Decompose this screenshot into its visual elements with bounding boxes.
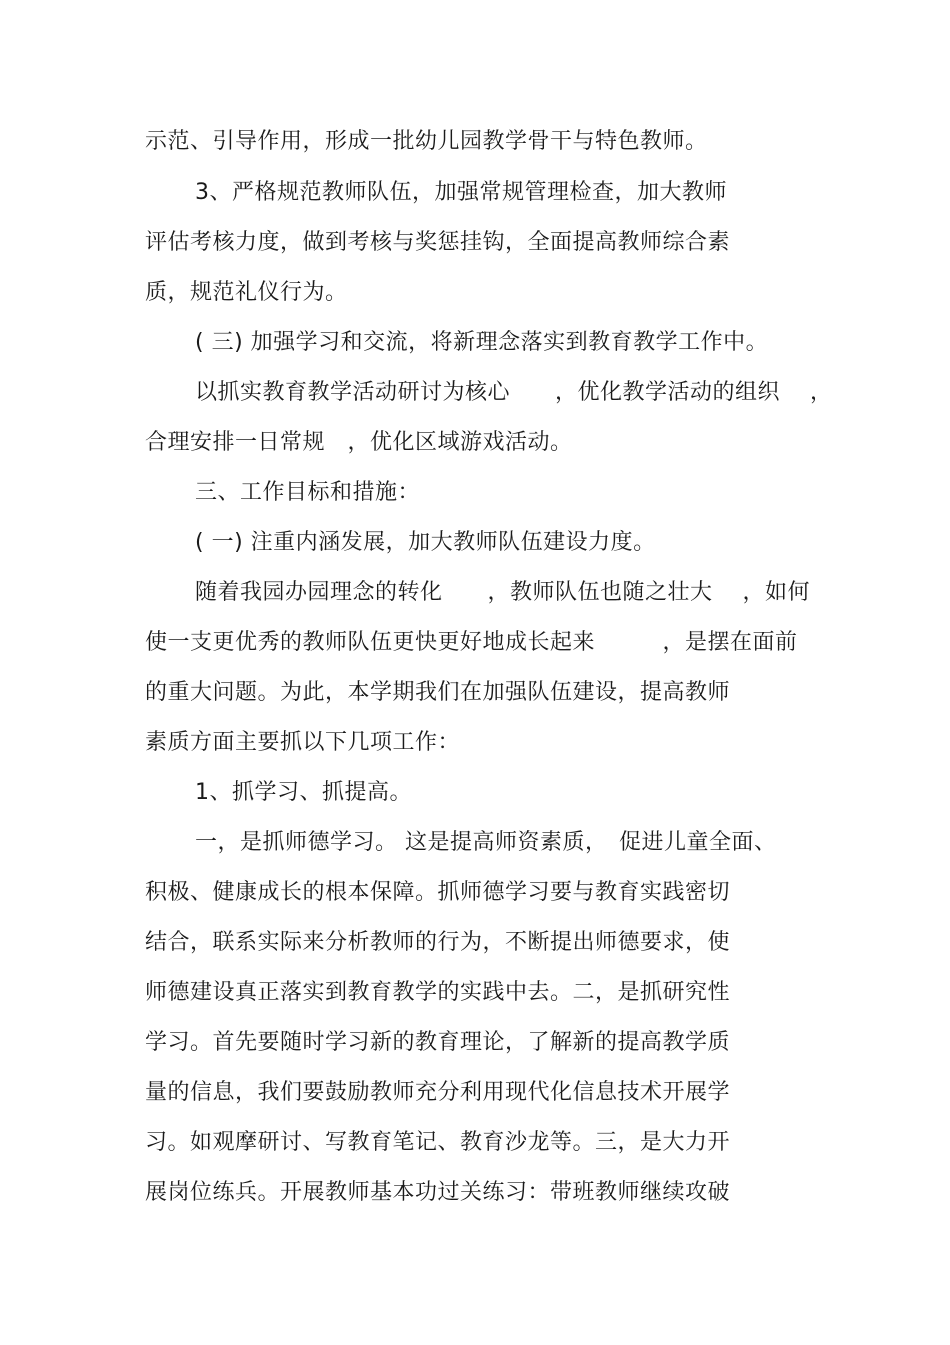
text-line: 随着我园办园理念的转化 ，教师队伍也随之壮大 ，如何 bbox=[195, 580, 810, 605]
text-line: ( 一) 注重内涵发展，加大教师队伍建设力度。 bbox=[195, 530, 656, 555]
text-line: 评估考核力度，做到考核与奖惩挂钩，全面提高教师综合素 bbox=[145, 230, 731, 255]
text-line: 展岗位练兵。开展教师基本功过关练习：带班教师继续攻破 bbox=[145, 1180, 731, 1205]
text-line: 量的信息，我们要鼓励教师充分利用现代化信息技术开展学 bbox=[145, 1080, 731, 1105]
text-line: 师德建设真正落实到教育教学的实践中去。二，是抓研究性 bbox=[145, 980, 731, 1005]
text-line: 3、严格规范教师队伍，加强常规管理检查，加大教师 bbox=[195, 180, 727, 205]
text-line: 质，规范礼仪行为。 bbox=[145, 280, 348, 305]
text-line: 积极、健康成长的根本保障。抓师德学习要与教育实践密切 bbox=[145, 880, 731, 905]
text-line: 学习。首先要随时学习新的教育理论，了解新的提高教学质 bbox=[145, 1030, 731, 1055]
text-line: 的重大问题。为此，本学期我们在加强队伍建设，提高教师 bbox=[145, 680, 731, 705]
text-line: 素质方面主要抓以下几项工作： bbox=[145, 730, 461, 755]
text-line: 三、工作目标和措施： bbox=[195, 480, 421, 505]
text-line: 使一支更优秀的教师队伍更快更好地成长起来 ，是摆在面前 bbox=[145, 630, 798, 655]
text-line: 1、抓学习、抓提高。 bbox=[195, 780, 412, 805]
text-line: 以抓实教育教学活动研讨为核心 ，优化教学活动的组织 ， bbox=[195, 380, 833, 405]
text-line: ( 三) 加强学习和交流，将新理念落实到教育教学工作中。 bbox=[195, 330, 769, 355]
text-line: 一，是抓师德学习。 这是提高师资素质， 促进儿童全面、 bbox=[195, 830, 777, 855]
text-line: 结合，联系实际来分析教师的行为，不断提出师德要求，使 bbox=[145, 930, 731, 955]
text-line: 合理安排一日常规 ，优化区域游戏活动。 bbox=[145, 430, 573, 455]
text-line: 示范、引导作用，形成一批幼儿园教学骨干与特色教师。 bbox=[145, 129, 708, 154]
text-line: 习。如观摩研讨、写教育笔记、教育沙龙等。三，是大力开 bbox=[145, 1130, 731, 1155]
